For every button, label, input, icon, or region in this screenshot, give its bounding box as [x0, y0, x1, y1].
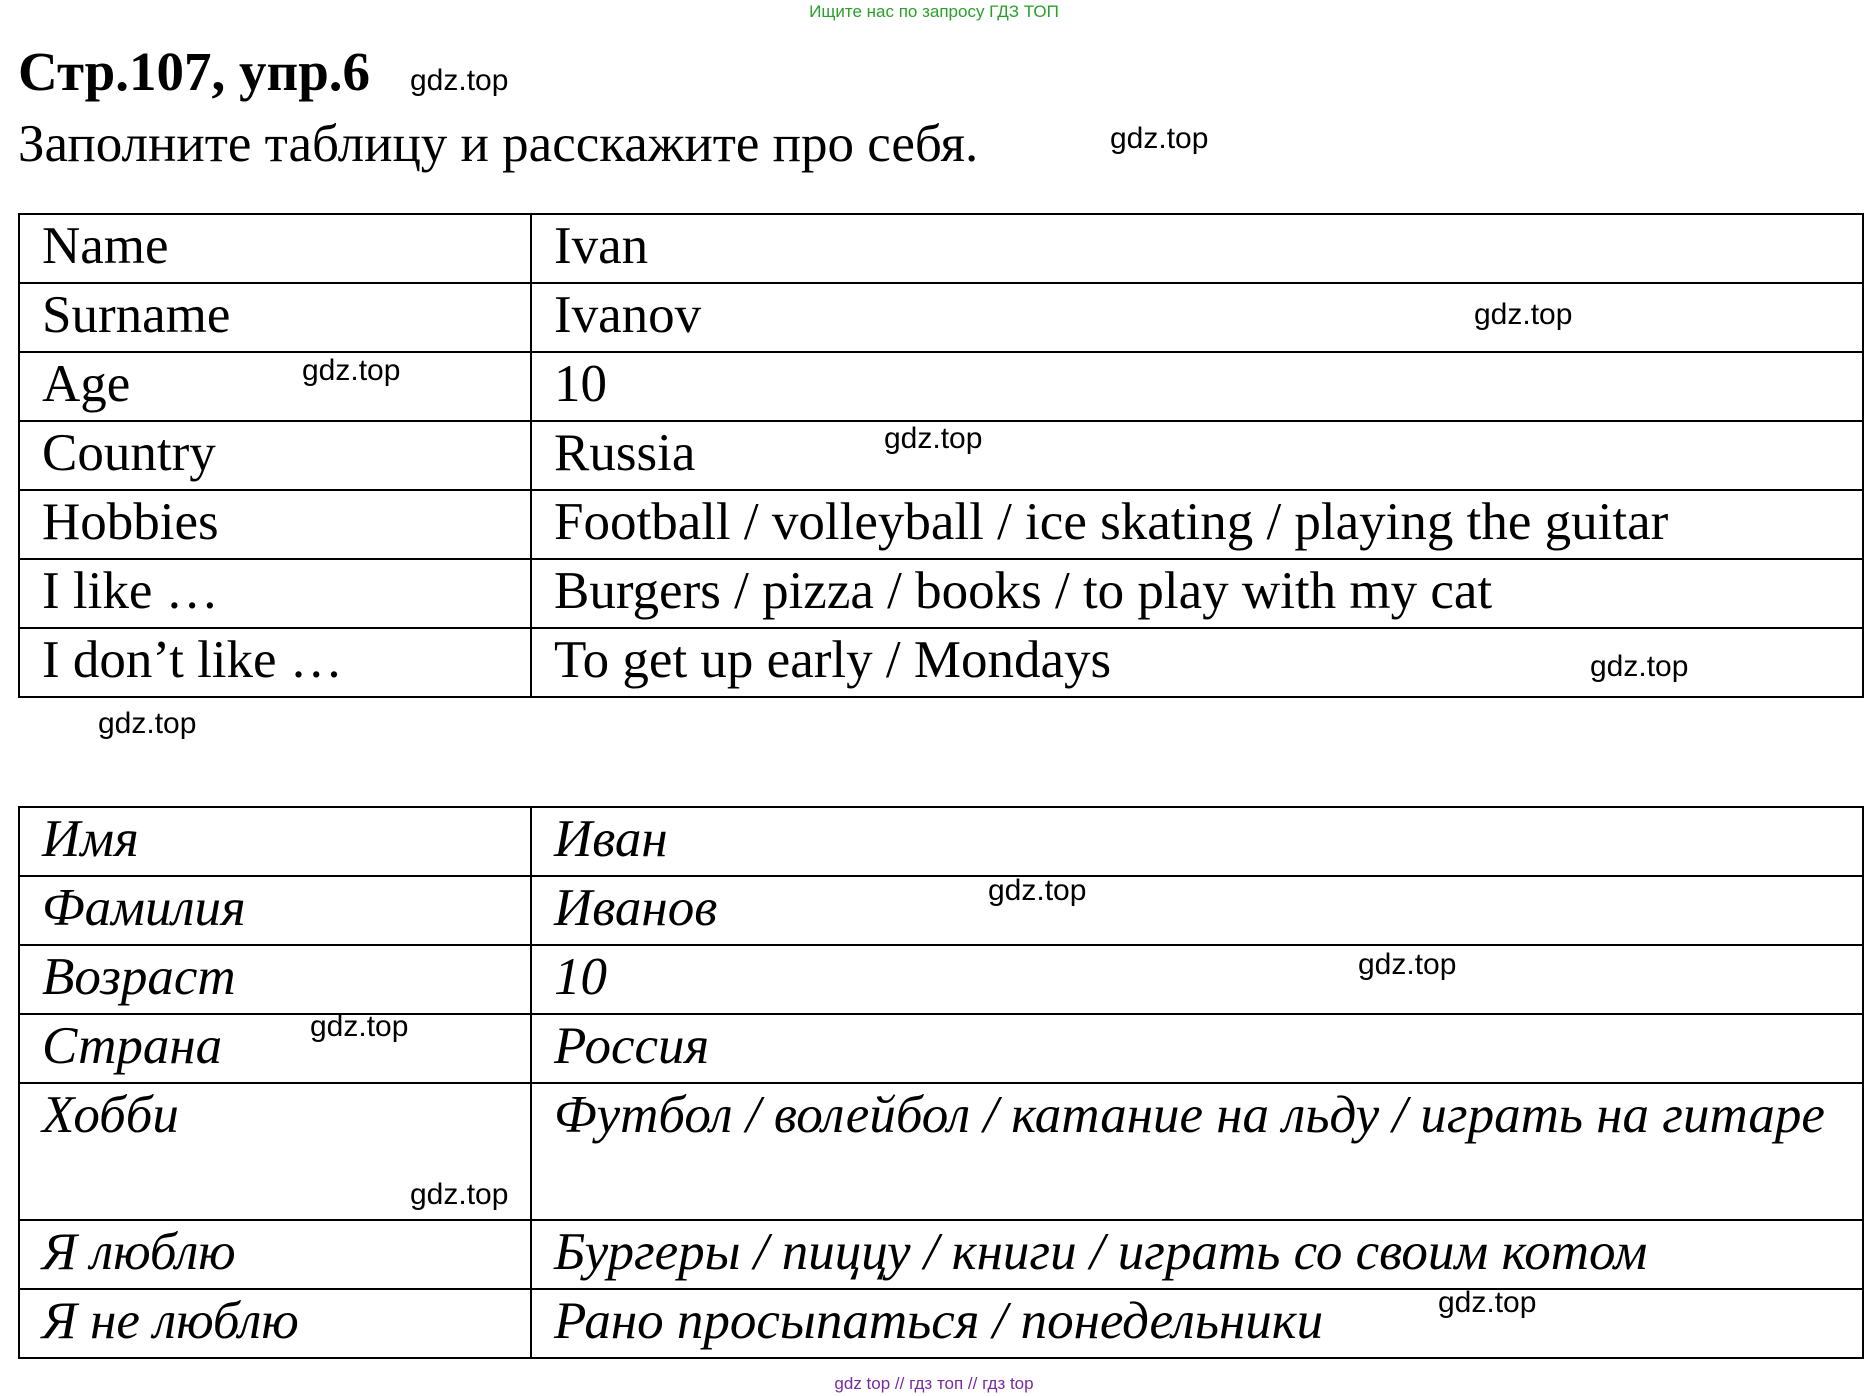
- table-row: [19, 490, 1863, 559]
- table-row: [19, 352, 1863, 421]
- table-row: [19, 1220, 1863, 1289]
- top-banner: Ищите нас по запросу ГДЗ ТОП: [809, 2, 1059, 21]
- row-value: Рано просыпаться / понедельники: [531, 1289, 1863, 1358]
- table-row: [19, 807, 1863, 876]
- row-value: Ivan: [531, 214, 1863, 283]
- row-label: Я не люблю: [19, 1289, 531, 1358]
- row-label: Хобби: [19, 1083, 531, 1220]
- row-label: I don’t like …: [19, 628, 531, 697]
- row-value: To get up early / Mondays: [531, 628, 1863, 697]
- row-label: Возраст: [19, 945, 531, 1014]
- table-row: [19, 945, 1863, 1014]
- table-row: [19, 1083, 1863, 1220]
- watermark: gdz.top: [1110, 122, 1209, 155]
- row-value: Football / volleyball / ice skating / playing the guitar: [531, 490, 1863, 559]
- row-value: Ivanov: [531, 283, 1863, 352]
- row-label: Страна: [19, 1014, 531, 1083]
- row-value: Футбол / волейбол / катание на льду / играть на гитаре: [531, 1083, 1863, 1220]
- watermark: gdz.top: [410, 1178, 509, 1211]
- row-label: Hobbies: [19, 490, 531, 559]
- row-label: Я люблю: [19, 1220, 531, 1289]
- row-label: Фамилия: [19, 876, 531, 945]
- row-value: Burgers / pizza / books / to play with my cat: [531, 559, 1863, 628]
- row-value: Иванов: [531, 876, 1863, 945]
- row-value: Россия: [531, 1014, 1863, 1083]
- row-value: Иван: [531, 807, 1863, 876]
- watermark: gdz.top: [1474, 298, 1573, 331]
- table-row: [19, 1014, 1863, 1083]
- row-label: Country: [19, 421, 531, 490]
- row-value: Russia: [531, 421, 1863, 490]
- bottom-banner: gdz top // гдз топ // гдз top: [834, 1374, 1034, 1393]
- row-label: Age: [19, 352, 531, 421]
- table-row: [19, 559, 1863, 628]
- watermark: gdz.top: [988, 874, 1087, 907]
- watermark: gdz.top: [310, 1010, 409, 1043]
- task-instruction: Заполните таблицу и расскажите про себя.: [18, 115, 979, 173]
- page-title: Стр.107, упр.6: [18, 41, 371, 102]
- row-label: I like …: [19, 559, 531, 628]
- table-row: [19, 283, 1863, 352]
- row-label: Name: [19, 214, 531, 283]
- row-value: 10: [531, 352, 1863, 421]
- watermark: gdz.top: [1438, 1286, 1537, 1319]
- row-value: Бургеры / пиццу / книги / играть со своим котом: [531, 1220, 1863, 1289]
- table-row: [19, 628, 1863, 697]
- row-value: 10: [531, 945, 1863, 1014]
- row-label: Surname: [19, 283, 531, 352]
- watermark: gdz.top: [410, 64, 509, 97]
- table-russian: [18, 806, 1864, 1359]
- watermark: gdz.top: [884, 422, 983, 455]
- watermark: gdz.top: [1590, 650, 1689, 683]
- table-row: [19, 876, 1863, 945]
- watermark: gdz.top: [98, 707, 197, 740]
- row-label: Имя: [19, 807, 531, 876]
- table-row: [19, 214, 1863, 283]
- table-row: [19, 1289, 1863, 1358]
- watermark: gdz.top: [302, 354, 401, 387]
- watermark: gdz.top: [1358, 948, 1457, 981]
